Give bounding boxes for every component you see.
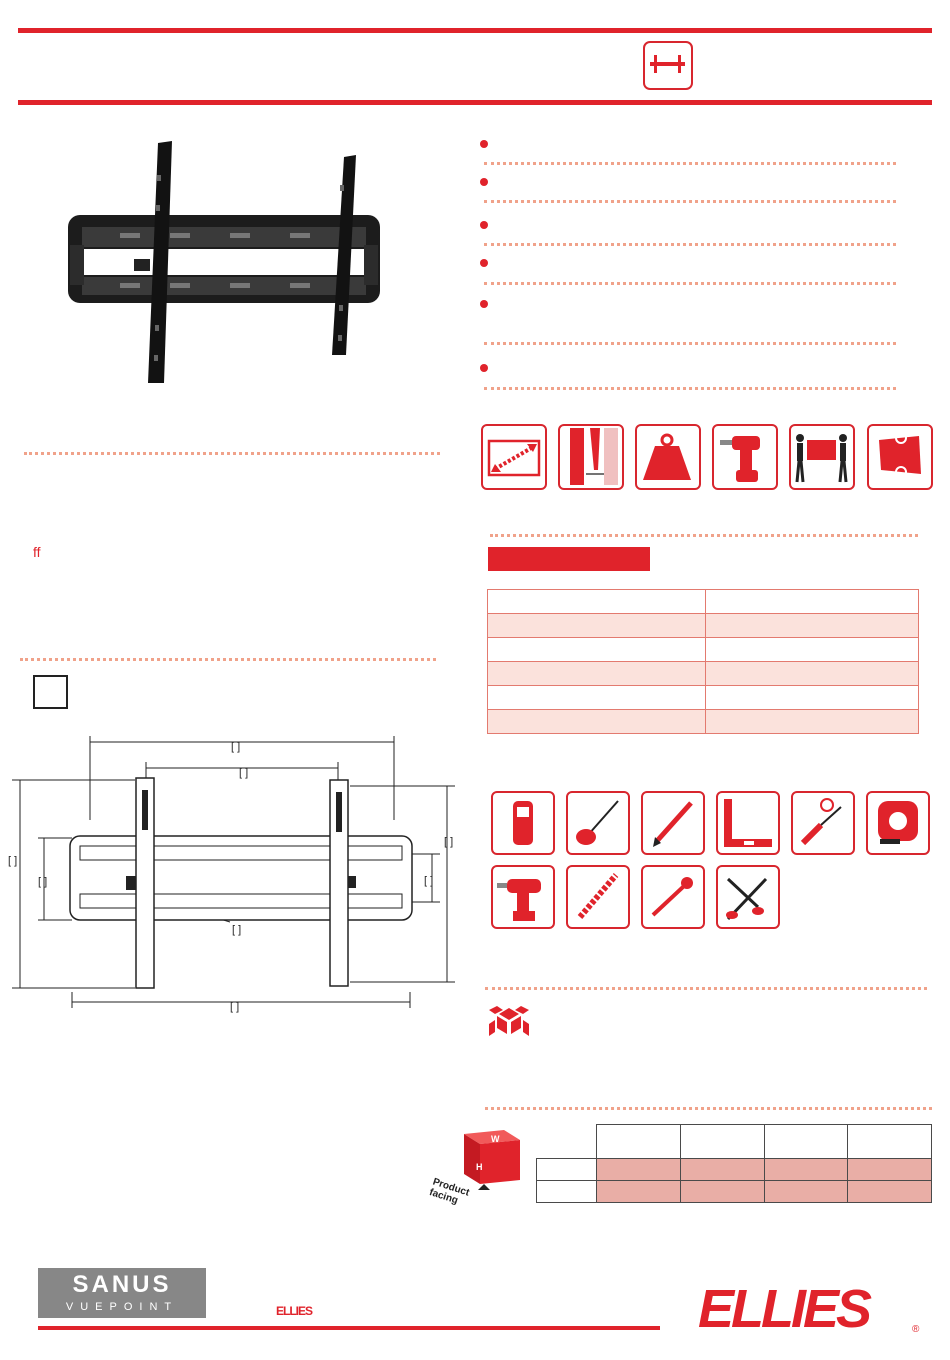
dim-label-width: [ ] [231, 741, 241, 753]
stud-finder-icon [491, 791, 555, 855]
feature-bullet [480, 259, 488, 267]
table-row [537, 1125, 932, 1159]
dim-label-right-height: [ ] [444, 836, 454, 848]
dim-label-right-offset: [ ] [424, 875, 434, 887]
socket-icon [641, 865, 705, 929]
sanus-logo-text: SANUS [72, 1271, 172, 1298]
feature-bullet [480, 140, 488, 148]
packaging-divider [485, 1107, 932, 1110]
table-row [488, 710, 919, 734]
fixed-mount-icon [643, 41, 693, 90]
feature-divider [484, 282, 896, 285]
box-contents-icon [485, 1002, 533, 1042]
packaging-table [536, 1124, 932, 1203]
socket-wrench-icon [566, 791, 630, 855]
header-bottom-rule [18, 100, 932, 105]
weight-icon [635, 424, 701, 490]
level-icon [716, 791, 780, 855]
feature-bullet [480, 221, 488, 229]
feature-divider [484, 342, 896, 345]
footer-rule [38, 1326, 660, 1330]
tape-measure-icon [866, 791, 930, 855]
wall-profile-icon [558, 424, 624, 490]
screen-size-icon [481, 424, 547, 490]
registered-mark: ® [912, 1324, 920, 1335]
two-person-install-icon [789, 424, 855, 490]
wire-cutter-icon [716, 865, 780, 929]
packaging-height-label: H [476, 1162, 483, 1172]
feature-bullet [480, 364, 488, 372]
dim-label-overall-width: [ ] [230, 1001, 240, 1013]
table-row [488, 638, 919, 662]
phillips-screwdriver-icon [791, 791, 855, 855]
header-top-rule [18, 28, 932, 33]
feature-divider [484, 387, 896, 390]
feature-divider [484, 243, 896, 246]
box-contents-divider [485, 987, 927, 990]
dim-label-height: [ ] [8, 855, 18, 867]
packaging-caption: Product facing [427, 1176, 471, 1207]
table-row [488, 662, 919, 686]
dimension-key-box [33, 675, 68, 709]
feature-bullet [480, 178, 488, 186]
dimension-drawing [0, 730, 470, 1020]
specs-divider [490, 534, 918, 537]
feature-divider [484, 162, 896, 165]
dimensions-divider [20, 658, 436, 661]
table-row [488, 614, 919, 638]
table-row [537, 1181, 932, 1203]
drill-icon [712, 424, 778, 490]
vuepoint-logo-text: VUEPOINT [65, 1301, 179, 1313]
pencil-icon [641, 791, 705, 855]
ellies-small-logo: ELLIES [276, 1304, 313, 1318]
description-fragment: ff [33, 544, 41, 560]
specs-table [487, 589, 919, 734]
sanus-logo [38, 1268, 206, 1318]
feature-divider [484, 200, 896, 203]
dim-label-center: [ ] [232, 924, 242, 936]
feature-bullet [480, 300, 488, 308]
drill-bit-icon [566, 865, 630, 929]
dim-label-arm-spacing: [ ] [239, 767, 249, 779]
table-row [488, 590, 919, 614]
specs-header-bar [488, 547, 650, 571]
packaging-width-label: W [491, 1134, 500, 1144]
product-photo [60, 135, 390, 385]
table-row [537, 1159, 932, 1181]
dim-label-plate-height: [ ] [38, 876, 48, 888]
tilt-icon [867, 424, 933, 490]
power-drill-icon [491, 865, 555, 929]
description-divider [24, 452, 440, 455]
table-row [488, 686, 919, 710]
ellies-logo: ELLIES [698, 1279, 870, 1339]
